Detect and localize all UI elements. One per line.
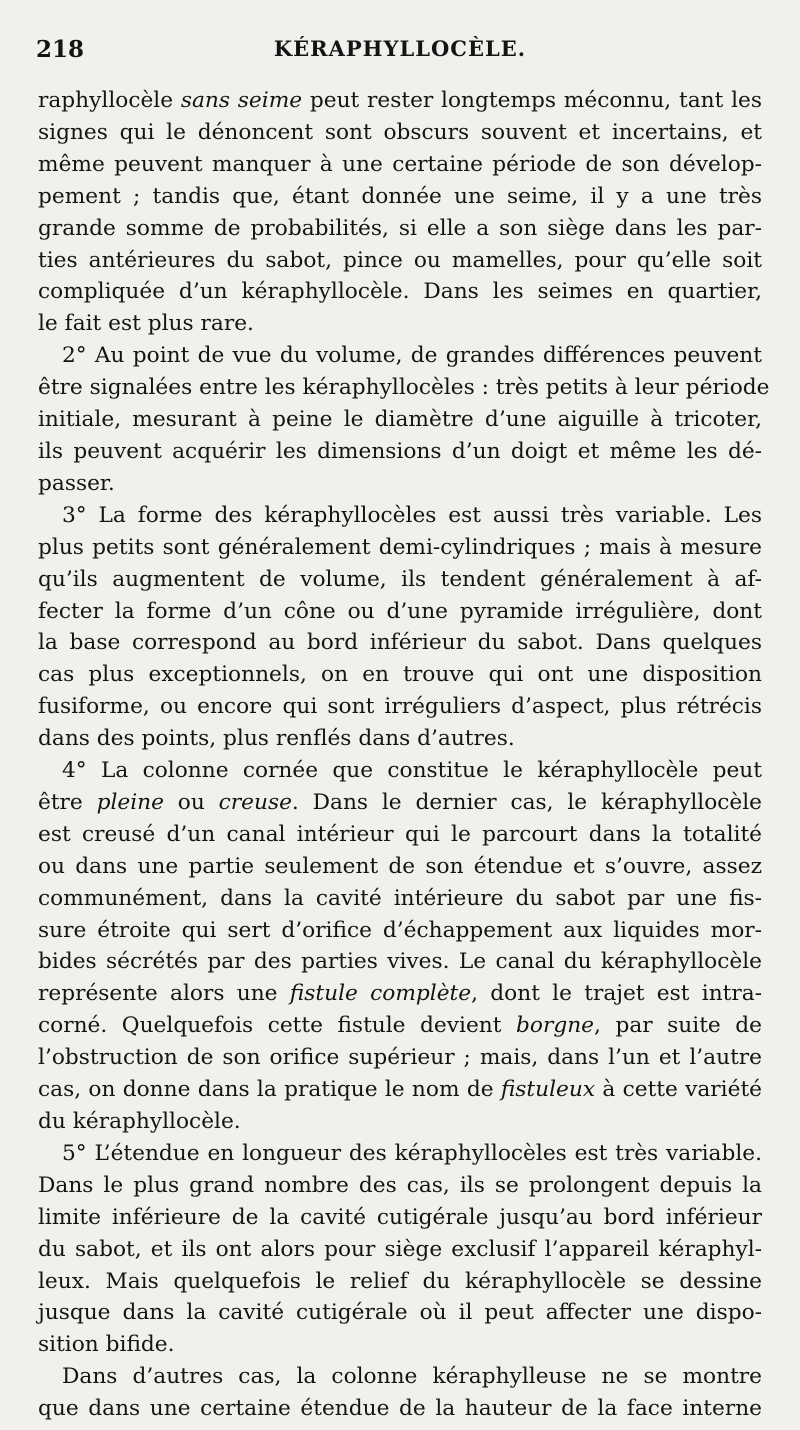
text-line (38, 245, 762, 277)
text-run: compliquée d’un kéraphyllocèle. Dans les seimes en quartier, (38, 279, 762, 305)
text-run: 3° La forme des kéraphyllocèles est aussi très variable. Les (62, 502, 762, 528)
text-line (38, 117, 762, 149)
text-line (38, 468, 762, 500)
text-line (38, 149, 762, 181)
text-run: du kéraphyllocèle. (38, 1109, 241, 1134)
italic-term: fistuleux (500, 1077, 596, 1103)
paragraph (38, 500, 762, 755)
text-run: plus petits sont généralement demi-cylindriques ; mais à mesure (38, 534, 762, 560)
text-line (38, 85, 762, 117)
text-run: , dont le trajet est intra- (471, 981, 763, 1007)
text-line (38, 181, 762, 213)
text-run: que dans une certaine étendue de la hauteur de la face interne (38, 1396, 762, 1422)
text-line (38, 1138, 762, 1170)
italic-term: fistule complète (289, 981, 472, 1007)
text-line (38, 1074, 762, 1106)
text-run: Dans d’autres cas, la colonne kéraphylleuse ne se montre (62, 1364, 762, 1390)
text-line (38, 659, 762, 691)
text-run: du sabot, et ils ont alors pour siège exclusif l’appareil kéraphyl- (38, 1236, 762, 1262)
paragraph (38, 1361, 762, 1425)
text-line (38, 819, 762, 851)
page-number: 218 (36, 36, 85, 63)
text-line (38, 1202, 762, 1234)
body-text (38, 85, 770, 1425)
running-title: KÉRAPHYLLOCÈLE. (273, 36, 527, 61)
text-run: pement ; tandis que, étant donnée une seime, il y a une très (38, 183, 762, 209)
text-run: sition bifide. (38, 1332, 175, 1358)
text-line (38, 691, 762, 723)
text-line (38, 978, 762, 1010)
paragraph (38, 85, 762, 340)
text-run: passer. (38, 470, 115, 496)
text-run: l’obstruction de son orifice supérieur ; mais, dans l’un et l’autre (38, 1045, 762, 1071)
text-run: grande somme de probabilités, si elle a son siège dans les par- (38, 215, 762, 241)
text-run: communément, dans la cavité intérieure du sabot par une fis- (38, 885, 762, 911)
text-line (38, 723, 762, 755)
text-run: initiale, mesurant à peine le diamètre d’une aiguille à tricoter, (38, 407, 762, 433)
text-line (38, 340, 762, 372)
text-run: ils peuvent acquérir les dimensions d’un doigt et même les dé- (38, 438, 762, 464)
text-line (38, 787, 762, 819)
text-run: leux. Mais quelquefois le relief du kéraphyllocèle se dessine (38, 1268, 762, 1294)
text-line (38, 1106, 762, 1138)
text-line (38, 404, 762, 436)
text-line (38, 564, 762, 596)
text-run: jusque dans la cavité cutigérale où il peut affecter une dispo- (38, 1300, 762, 1326)
text-run: fecter la forme d’un cône ou d’une pyramide irrégulière, dont (38, 598, 762, 624)
text-line (38, 596, 762, 628)
text-line (38, 946, 762, 978)
text-line (38, 1266, 762, 1298)
text-line (38, 1042, 762, 1074)
text-run: le fait est plus rare. (38, 311, 254, 337)
text-run: dans des points, plus renflés dans d’autres. (38, 726, 515, 752)
text-line (38, 372, 770, 404)
text-line (38, 532, 762, 564)
text-run: fusiforme, ou encore qui sont irréguliers d’aspect, plus rétrécis (38, 694, 762, 720)
text-line (38, 1170, 762, 1202)
text-line (38, 500, 762, 532)
text-run: même peuvent manquer à une certaine période de son dévelop- (38, 151, 762, 177)
text-line (38, 1297, 762, 1329)
text-run: représente alors une (38, 981, 290, 1007)
text-line (38, 1393, 762, 1425)
text-run: 2° Au point de vue du volume, de grandes différences peuvent (62, 343, 762, 369)
text-line (38, 915, 762, 947)
italic-term: sans seime (180, 88, 303, 113)
text-run: signes qui le dénoncent sont obscurs souvent et incertains, et (38, 119, 762, 145)
text-run: sure étroite qui sert d’orifice d’échappement aux liquides mor- (38, 917, 762, 943)
text-line (38, 1234, 762, 1266)
text-run: 5° L’étendue en longueur des kéraphyllocèles est très variable. (62, 1140, 762, 1166)
text-run: cas plus exceptionnels, on en trouve qui ont une disposition (38, 662, 762, 688)
text-run: ties antérieures du sabot, pince ou mamelles, pour qu’elle soit (38, 247, 762, 273)
text-run: qu’ils augmentent de volume, ils tendent généralement à af- (38, 566, 762, 592)
text-line (38, 1361, 762, 1393)
text-line (38, 851, 762, 883)
text-line (38, 276, 762, 308)
text-line (38, 213, 762, 245)
paragraph (38, 1138, 762, 1361)
text-run: , par suite de (594, 1013, 762, 1039)
text-run: limite inférieure de la cavité cutigérale jusqu’au bord inférieur (38, 1204, 762, 1230)
italic-term: borgne (516, 1013, 595, 1039)
text-line (38, 755, 762, 787)
text-line (38, 883, 762, 915)
text-run: corné. Quelquefois cette fistule devient (38, 1013, 517, 1039)
text-line (38, 436, 762, 468)
text-run: 4° La colonne cornée que constitue le kéraphyllocèle peut (62, 758, 762, 784)
page-header (36, 36, 764, 76)
text-run: . Dans le dernier cas, le kéraphyllocèle (291, 789, 763, 815)
text-run: cas, on donne dans la pratique le nom de (38, 1077, 501, 1103)
text-run: peut rester longtemps méconnu, tant les (302, 88, 762, 113)
text-line (38, 627, 762, 659)
text-line (38, 1010, 762, 1042)
italic-term: creuse (218, 789, 292, 815)
text-run: est creusé d’un canal intérieur qui le parcourt dans la totalité (38, 821, 762, 847)
text-run: Dans le plus grand nombre des cas, ils se prolongent depuis la (38, 1172, 762, 1198)
paragraph (38, 340, 770, 500)
text-run: la base correspond au bord inférieur du sabot. Dans quelques (38, 630, 762, 656)
text-run: à cette variété (595, 1077, 762, 1103)
paragraph (38, 755, 762, 1138)
text-run: ou dans une partie seulement de son étendue et s’ouvre, assez (38, 853, 762, 879)
text-line (38, 308, 762, 340)
text-run: être (38, 789, 97, 815)
text-run: raphyllocèle (38, 88, 181, 113)
text-run: bides sécrétés par des parties vives. Le canal du kéraphyllocèle (38, 949, 762, 975)
text-run: être signalées entre les kéraphyllocèles : très petits à leur période (38, 375, 770, 401)
text-line (38, 1329, 762, 1361)
text-run: ou (163, 789, 219, 815)
italic-term: pleine (96, 789, 164, 815)
